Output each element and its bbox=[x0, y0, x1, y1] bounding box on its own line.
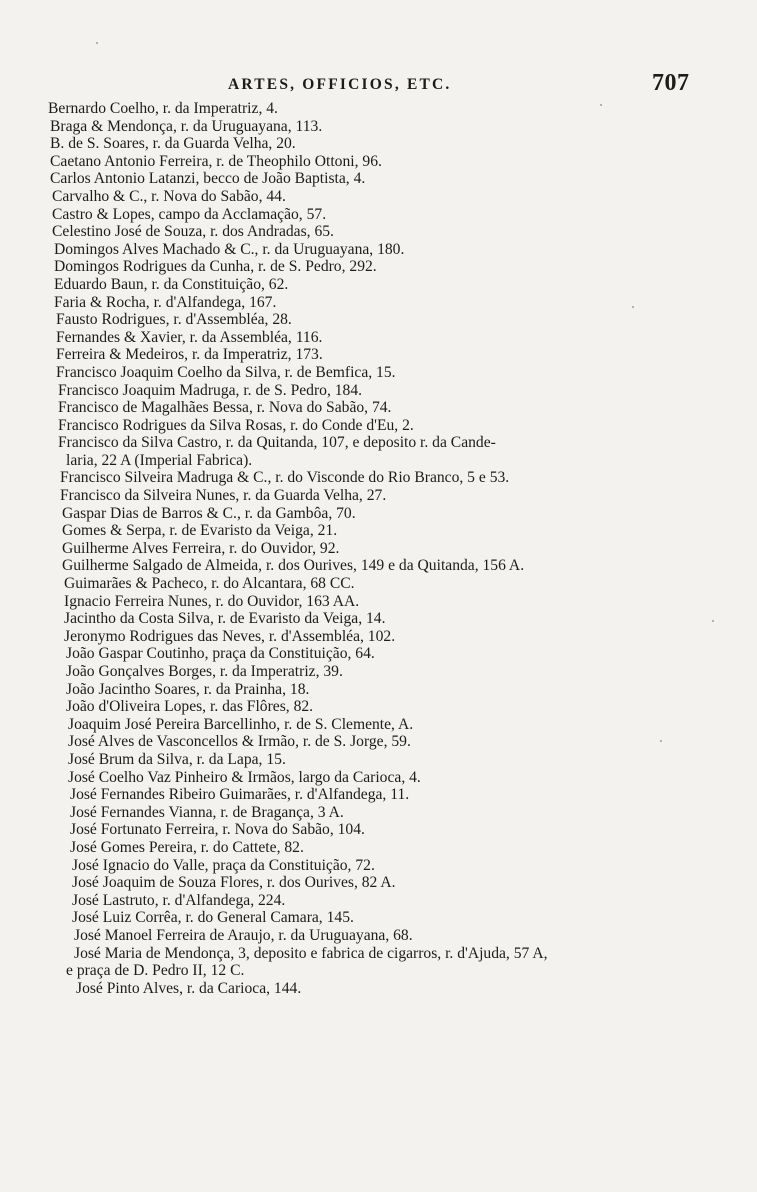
directory-entry: José Fernandes Ribeiro Guimarães, r. d'Alfandega, 11. bbox=[70, 786, 410, 804]
directory-entry: José Coelho Vaz Pinheiro & Irmãos, largo da Carioca, 4. bbox=[68, 768, 421, 786]
directory-entry: Gomes & Serpa, r. de Evaristo da Veiga, 21. bbox=[62, 522, 338, 540]
directory-entry: Fausto Rodrigues, r. d'Assembléa, 28. bbox=[56, 311, 292, 329]
directory-entry: José Fortunato Ferreira, r. Nova do Sabão, 104. bbox=[70, 821, 365, 839]
directory-entry: João Gonçalves Borges, r. da Imperatriz, 39. bbox=[66, 663, 343, 680]
directory-entry: José Manoel Ferreira de Araujo, r. da Uruguayana, 68. bbox=[74, 926, 413, 944]
directory-entry: José Pinto Alves, r. da Carioca, 144. bbox=[76, 979, 302, 997]
page-header bbox=[0, 70, 757, 100]
directory-entries bbox=[48, 100, 708, 997]
directory-entry: Domingos Rodrigues da Cunha, r. de S. Pedro, 292. bbox=[54, 258, 377, 276]
directory-entry: Francisco de Magalhães Bessa, r. Nova do Sabão, 74. bbox=[58, 399, 392, 417]
directory-entry: Carlos Antonio Latanzi, becco de João Baptista, 4. bbox=[50, 170, 366, 188]
directory-entry: João d'Oliveira Lopes, r. das Flôres, 82. bbox=[66, 698, 314, 716]
directory-entry: Guilherme Salgado de Almeida, r. dos Ourives, 149 e da Quitanda, 156 A. bbox=[62, 557, 525, 575]
directory-entry: Jeronymo Rodrigues das Neves, r. d'Assembléa, 102. bbox=[64, 627, 396, 645]
directory-entry: Guilherme Alves Ferreira, r. do Ouvidor, 92. bbox=[62, 539, 340, 557]
directory-entry: Guimarães & Pacheco, r. do Alcantara, 68 CC. bbox=[64, 575, 355, 593]
directory-entry: Eduardo Baun, r. da Constituição, 62. bbox=[54, 275, 289, 293]
directory-entry: José Lastruto, r. d'Alfandega, 224. bbox=[72, 891, 286, 909]
directory-entry: José Maria de Mendonça, 3, deposito e fabrica de cigarros, r. d'Ajuda, 57 A, bbox=[74, 944, 548, 962]
directory-entry: José Gomes Pereira, r. do Cattete, 82. bbox=[70, 838, 304, 856]
page-number: 707 bbox=[652, 70, 690, 96]
directory-entry: Braga & Mendonça, r. da Uruguayana, 113. bbox=[50, 117, 323, 135]
directory-entry: Caetano Antonio Ferreira, r. de Theophilo Ottoni, 96. bbox=[50, 152, 382, 170]
directory-entry: B. de S. Soares, r. da Guarda Velha, 20. bbox=[50, 135, 296, 153]
directory-entry: José Joaquim de Souza Flores, r. dos Ourives, 82 A. bbox=[72, 874, 396, 892]
directory-entry: Bernardo Coelho, r. da Imperatriz, 4. bbox=[48, 100, 278, 117]
directory-entry: Carvalho & C., r. Nova do Sabão, 44. bbox=[52, 187, 286, 205]
directory-entry: Gaspar Dias de Barros & C., r. da Gambôa, 70. bbox=[62, 504, 356, 522]
paper-speck bbox=[600, 104, 602, 106]
directory-entry-continuation: laria, 22 A (Imperial Fabrica). bbox=[66, 451, 253, 469]
directory-entry: Francisco da Silveira Nunes, r. da Guarda Velha, 27. bbox=[60, 487, 387, 505]
directory-entry: José Brum da Silva, r. da Lapa, 15. bbox=[68, 750, 286, 768]
directory-entry: Joaquim José Pereira Barcellinho, r. de S. Clemente, A. bbox=[68, 715, 414, 733]
directory-entry: Fernandes & Xavier, r. da Assembléa, 116. bbox=[56, 328, 323, 346]
directory-entry: Francisco Joaquim Madruga, r. de S. Pedro, 184. bbox=[58, 381, 363, 399]
paper-speck bbox=[632, 306, 634, 308]
directory-entry: Francisco da Silva Castro, r. da Quitanda, 107, e deposito r. da Cande- bbox=[58, 434, 496, 452]
directory-entry: João Jacintho Soares, r. da Prainha, 18. bbox=[66, 680, 310, 698]
running-title: ARTES, OFFICIOS, ETC. bbox=[228, 76, 452, 93]
paper-speck bbox=[96, 42, 98, 44]
directory-entry: João Gaspar Coutinho, praça da Constituição, 64. bbox=[66, 645, 375, 663]
directory-entry: Celestino José de Souza, r. dos Andradas, 65. bbox=[52, 223, 334, 241]
directory-entry: Ignacio Ferreira Nunes, r. do Ouvidor, 163 AA. bbox=[64, 592, 360, 610]
directory-entry: José Ignacio do Valle, praça da Constituição, 72. bbox=[72, 856, 375, 874]
directory-entry-continuation: e praça de D. Pedro II, 12 C. bbox=[66, 962, 245, 980]
directory-entry: Ferreira & Medeiros, r. da Imperatriz, 173. bbox=[56, 346, 323, 364]
directory-entry: Francisco Rodrigues da Silva Rosas, r. do Conde d'Eu, 2. bbox=[58, 416, 414, 434]
directory-entry: Domingos Alves Machado & C., r. da Uruguayana, 180. bbox=[54, 240, 405, 258]
directory-entry: José Luiz Corrêa, r. do General Camara, 145. bbox=[72, 909, 354, 927]
directory-entry: Francisco Joaquim Coelho da Silva, r. de Bemfica, 15. bbox=[56, 363, 396, 381]
directory-entry: Jacintho da Costa Silva, r. de Evaristo da Veiga, 14. bbox=[64, 610, 386, 628]
directory-entry: Faria & Rocha, r. d'Alfandega, 167. bbox=[54, 293, 277, 311]
directory-entry: José Fernandes Vianna, r. de Bragança, 3 A. bbox=[70, 803, 344, 821]
directory-entry: Francisco Silveira Madruga & C., r. do Visconde do Rio Branco, 5 e 53. bbox=[60, 469, 510, 487]
paper-speck bbox=[660, 740, 662, 742]
paper-speck bbox=[712, 620, 714, 622]
directory-entry: Castro & Lopes, campo da Acclamação, 57. bbox=[52, 205, 327, 223]
directory-entry: José Alves de Vasconcellos & Irmão, r. de S. Jorge, 59. bbox=[68, 733, 411, 751]
